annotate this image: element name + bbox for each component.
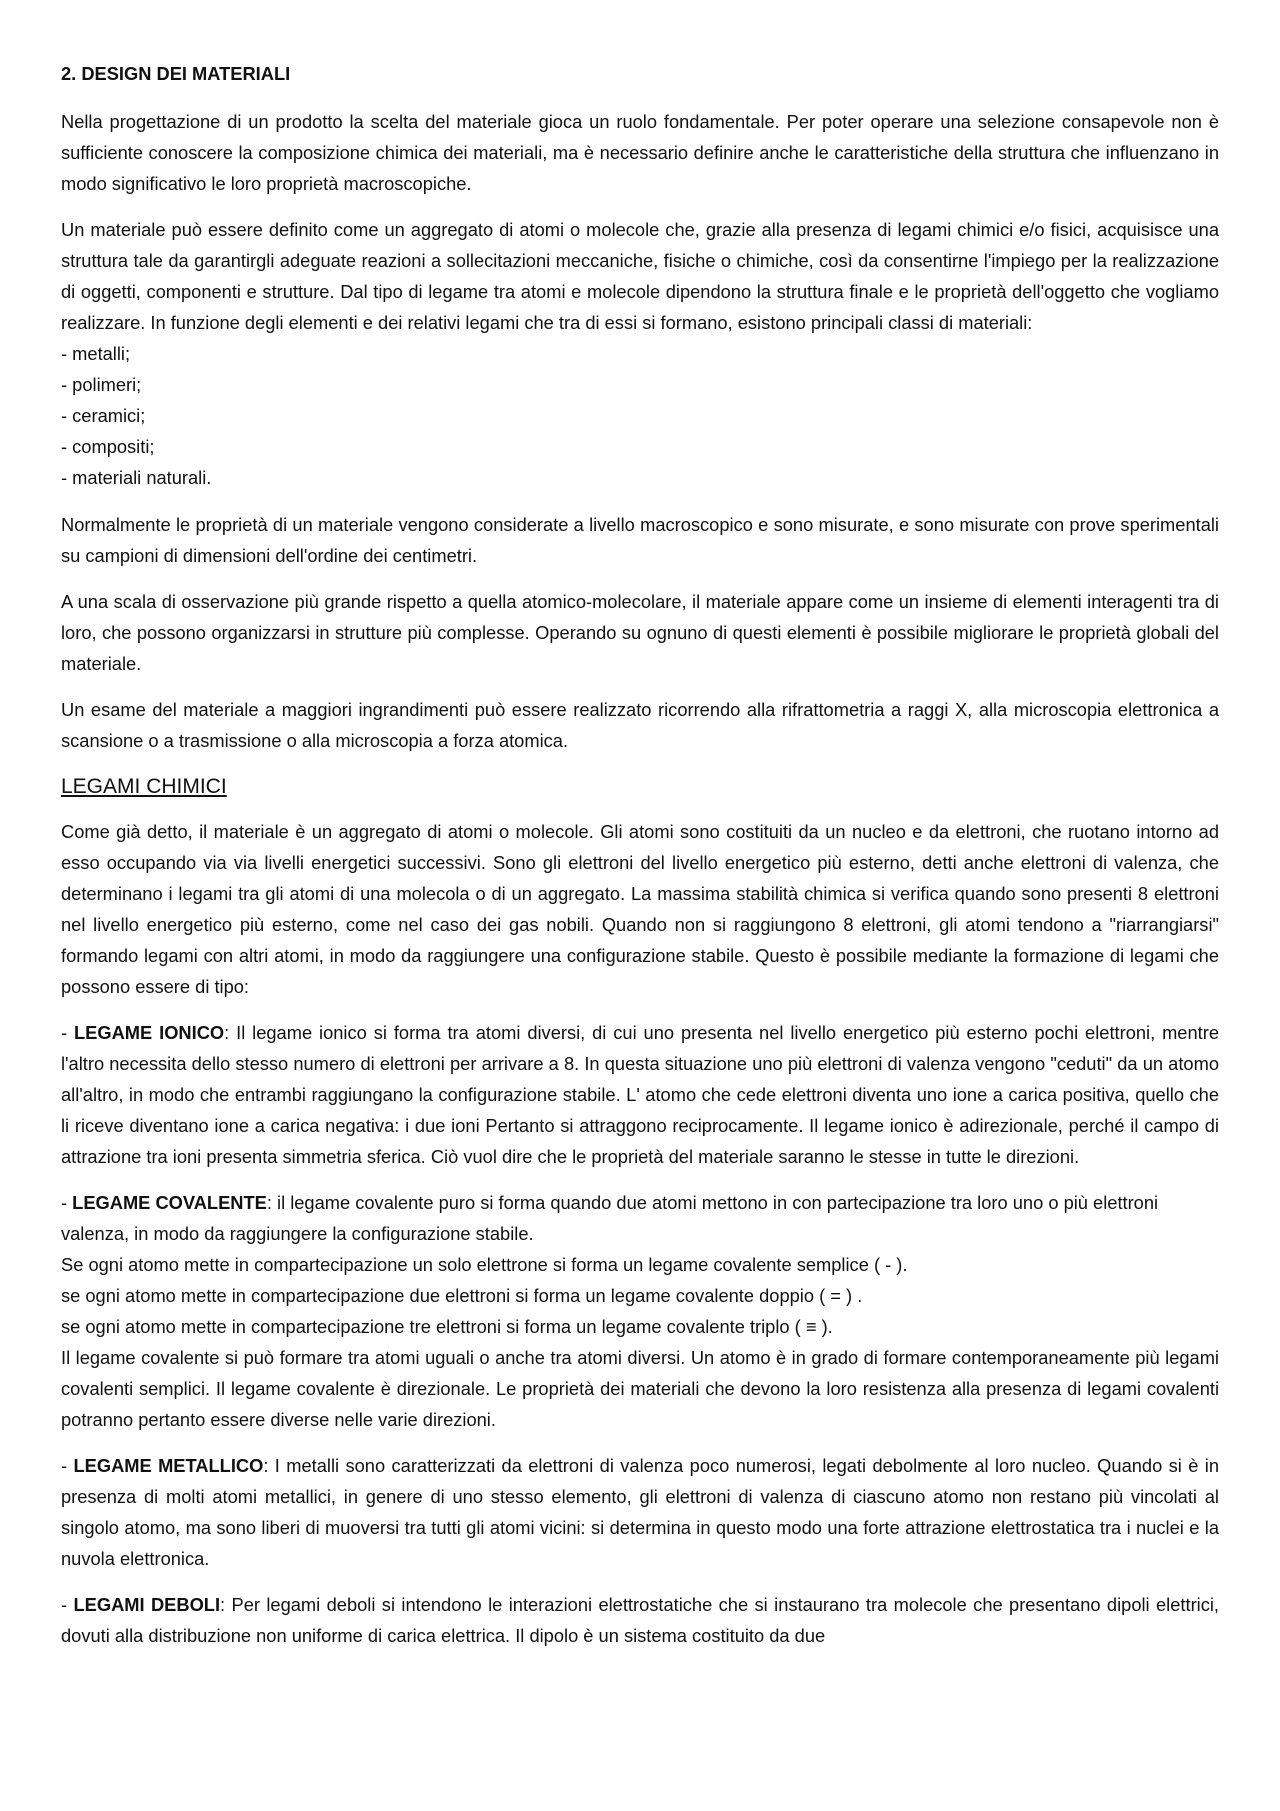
covalent-bond-block (61, 1187, 1219, 1435)
covalent-bond-paragraph (61, 1187, 1219, 1249)
metallic-bond-paragraph (61, 1450, 1219, 1574)
list-item: - polimeri; (61, 374, 142, 395)
intro-paragraph: Nella progettazione di un prodotto la scelta del materiale gioca un ruolo fondamentale. Per poter operare una selezione consapevole non è sufficiente conoscere la composizione chimica dei materiali, ma è necessario definire anche le caratteristiche della struttura che influenzano in modo significativo le loro proprietà macroscopiche. (61, 111, 1219, 194)
definition-paragraph: Un materiale può essere definito come un aggregato di atomi o molecole che, grazie alla presenza di legami chimici e/o fisici, acquisisce una struttura tale da garantirgli adeguate reazioni a sollecitazioni meccaniche, fisiche o chimiche, così da consentirne l'impiego per la realizzazione di oggetti, componenti e strutture. Dal tipo di legame tra atomi e molecole dipendono la struttura finale e le proprietà dell'oggetto che vogliamo realizzare. In funzione degli elementi e dei relativi legami che tra di essi si formano, esistono principali classi di materiali: (61, 219, 1219, 333)
covalent-closing-paragraph: Il legame covalente si può formare tra atomi uguali o anche tra atomi diversi. Un atomo è in grado di formare contemporaneamente più legami covalenti semplici. Il legame covalente è direzionale. Le proprietà dei materiali che devono la loro resistenza alla presenza di legami covalenti potranno pertanto essere diverse nelle varie direzioni. (61, 1347, 1219, 1430)
covalent-line-triple: se ogni atomo mette in compartecipazione tre elettroni si forma un legame covalente triplo ( ≡ ). (61, 1316, 833, 1337)
covalent-line-single: Se ogni atomo mette in compartecipazione un solo elettrone si forma un legame covalente semplice ( - ). (61, 1254, 908, 1275)
document-page (61, 58, 1219, 1666)
document-title: 2. DESIGN DEI MATERIALI (61, 63, 291, 84)
exam-paragraph: Un esame del materiale a maggiori ingrandimenti può essere realizzato ricorrendo alla rifrattometria a raggi X, alla microscopia elettronica a scansione o a trasmissione o alla microscopia a forza atomica. (61, 699, 1219, 751)
metallic-bond-term: LEGAME METALLICO (73, 1455, 264, 1476)
covalent-line-double: se ogni atomo mette in compartecipazione due elettroni si forma un legame covalente doppio ( = ) . (61, 1285, 863, 1306)
ionic-bond-paragraph (61, 1017, 1219, 1172)
metallic-prefix: - (61, 1455, 74, 1476)
scale-paragraph: A una scala di osservazione più grande rispetto a quella atomico-molecolare, il materiale appare come un insieme di elementi interagenti tra di loro, che possono organizzarsi in strutture più complesse. Operando su ognuno di questi elementi è possibile migliorare le proprietà globali del materiale. (61, 591, 1219, 674)
section-heading-legami-chimici: LEGAMI CHIMICI (61, 775, 227, 798)
weak-bond-paragraph (61, 1589, 1219, 1651)
list-item: - materiali naturali. (61, 467, 212, 488)
bonds-intro-paragraph: Come già detto, il materiale è un aggregato di atomi o molecole. Gli atomi sono costituiti da un nucleo e da elettroni, che ruotano intorno ad esso occupando via via livelli energetici successivi. Sono gli elettroni del livello energetico più esterno, detti anche elettroni di valenza, che determinano i legami tra gli atomi di una molecola o di un aggregato. La massima stabilità chimica si verifica quando sono presenti 8 elettroni nel livello energetico più esterno, come nel caso dei gas nobili. Quando non si raggiungono 8 elettroni, gli atomi tendono a "riarrangiarsi" formando legami con altri atomi, in modo da raggiungere una configurazione stabile. Questo è possibile mediante la formazione di legami che possono essere di tipo: (61, 821, 1219, 997)
material-classes-list (61, 338, 1219, 493)
weak-bond-text: : Per legami deboli si intendono le interazioni elettrostatiche che si instaurano tra molecole che presentano dipoli elettrici, dovuti alla distribuzione non uniforme di carica elettrica. Il dipolo è un sistema costituito da due (61, 1594, 1219, 1646)
metallic-bond-text: : I metalli sono caratterizzati da elettroni di valenza poco numerosi, legati debolmente al loro nucleo. Quando si è in presenza di molti atomi metallici, in genere di uno stesso elemento, gli elettroni di valenza di ciascuno atomo non restano più vincolati al singolo atomo, ma sono liberi di muoversi tra tutti gli atomi vicini: si determina in questo modo una forte attrazione elettrostatica tra i nuclei e la nuvola elettronica. (61, 1455, 1219, 1569)
definition-block (61, 214, 1219, 493)
covalent-bond-text: : il legame covalente puro si forma quando due atomi mettono in con partecipazione tra loro uno o più elettroni valenza, in modo da raggiungere la configurazione stabile. (61, 1192, 1159, 1244)
list-item: - metalli; (61, 343, 131, 364)
ionic-bond-text: : Il legame ionico si forma tra atomi diversi, di cui uno presenta nel livello energetico più esterno pochi elettroni, mentre l'altro necessita dello stesso numero di elettroni per arrivare a 8. In questa situazione uno più elettroni di valenza vengono "ceduti" da un atomo all'altro, in modo che entrambi raggiungano la configurazione stabile. L' atomo che cede elettroni diventa uno ione a carica positiva, quello che li riceve diventano ione a carica negativa: i due ioni Pertanto si attraggono reciprocamente. Il legame ionico è adirezionale, perché il campo di attrazione tra ioni presenta simmetria sferica. Ciò vuol dire che le proprietà del materiale saranno le stesse in tutte le direzioni. (61, 1022, 1219, 1167)
list-item: - ceramici; (61, 405, 146, 426)
ionic-bond-term: LEGAME IONICO (74, 1022, 225, 1043)
list-item: - compositi; (61, 436, 155, 457)
ionic-prefix: - (61, 1022, 74, 1043)
covalent-prefix: - (61, 1192, 73, 1213)
weak-prefix: - (61, 1594, 74, 1615)
covalent-bond-term: LEGAME COVALENTE (72, 1192, 267, 1213)
weak-bond-term: LEGAMI DEBOLI (73, 1594, 221, 1615)
macroscopic-paragraph: Normalmente le proprietà di un materiale vengono considerate a livello macroscopico e sono misurate, e sono misurate con prove sperimentali su campioni di dimensioni dell'ordine dei centimetri. (61, 514, 1219, 566)
